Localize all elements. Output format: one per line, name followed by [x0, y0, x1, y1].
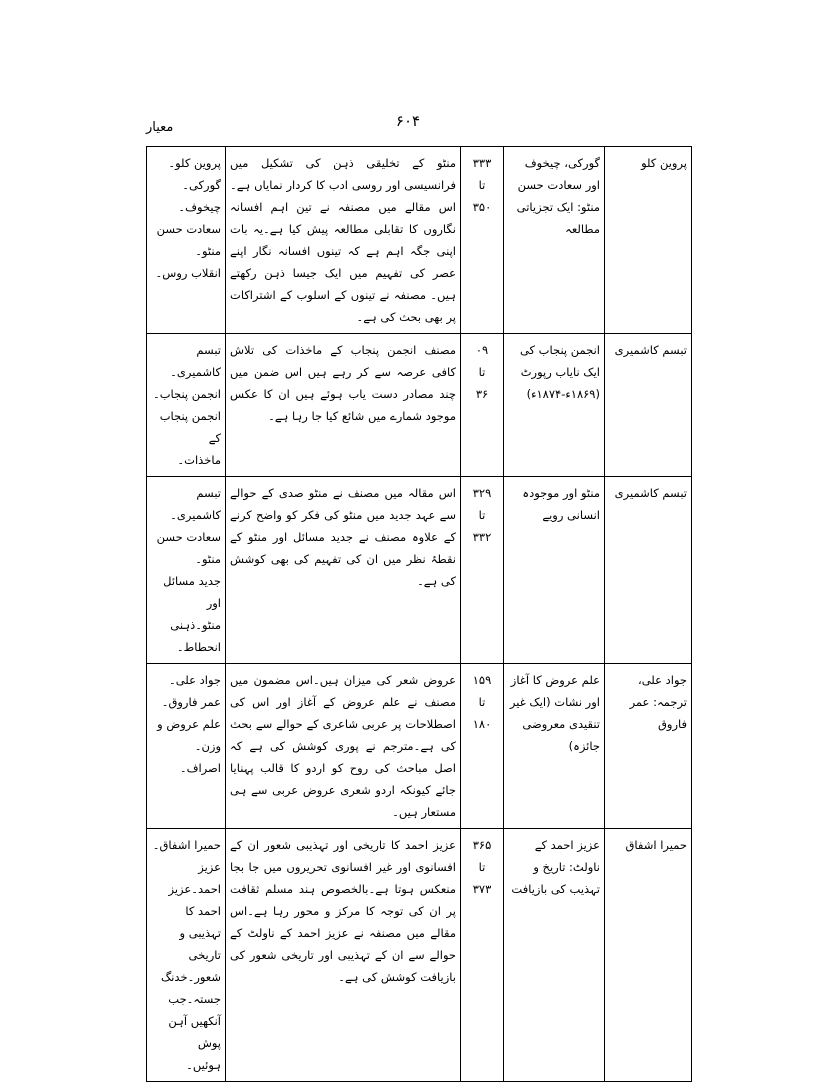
- keyword: جواد علی۔: [168, 673, 221, 687]
- keyword: جدید مسائل اور: [163, 574, 221, 610]
- pages-cell: [461, 477, 504, 664]
- journal-name: معیار: [146, 120, 174, 135]
- keyword: تہذیبی و تاریخی: [179, 926, 221, 962]
- keyword: انقلاب روس۔: [155, 266, 221, 280]
- pages-cell: [461, 664, 504, 829]
- author-cell: تبسم کاشمیری: [605, 477, 692, 664]
- keywords-cell: [147, 334, 226, 477]
- table-row: [147, 334, 692, 477]
- keyword: اصراف۔: [179, 761, 221, 775]
- page-to: تا: [478, 178, 486, 192]
- keyword: ماخذات۔: [177, 453, 221, 467]
- keyword: شعور۔خدنگ: [160, 970, 221, 984]
- keyword: آنکھیں آہن پوش: [168, 1014, 221, 1050]
- page-number: ۶۰۴: [395, 112, 421, 130]
- keyword: سعادت حسن منٹو۔: [156, 530, 221, 566]
- keyword: انجمن پنجاب۔: [152, 387, 221, 401]
- author-cell: حمیرا اشفاق: [605, 829, 692, 1082]
- author-cell: تبسم کاشمیری: [605, 334, 692, 477]
- pages-cell: [461, 829, 504, 1082]
- keyword: تبسم کاشمیری۔: [170, 343, 221, 379]
- table-row: [147, 664, 692, 829]
- keyword: منٹو۔ذہنی: [170, 618, 221, 632]
- page-end: ۳۷۳: [472, 882, 492, 896]
- summary-cell: منٹو کے تخلیقی ذہن کی تشکیل میں فرانسیسی اور روسی ادب کا کردار نمایاں ہے۔اس مقالے میں مصنفہ نے تین اہم افسانہ نگاروں کا تقابلی مطالعہ پیش کیا ہے۔یہ بات اپنی جگہ اہم ہے کہ تینوں افسانہ نگار اپنے عصر کی تفہیم میں ایک جیسا ذہن رکھتے ہیں۔ مصنفہ نے تینوں کے اسلوب کے اشتراکات پر بھی بحث کی ہے۔: [226, 147, 461, 334]
- page-end: ۳۶: [475, 387, 489, 401]
- keyword: انحطاط۔: [176, 640, 221, 654]
- keyword: گورکی۔چیخوف۔: [178, 178, 221, 214]
- summary-cell: عروض شعر کی میزان ہیں۔اس مضمون میں مصنف نے علم عروض کے آغاز اور اس کی اصطلاحات پر عربی شاعری کے حوالے سے بحث کی ہے۔مترجم نے پوری کوشش کی ہے کہ اصل مباحث کی روح کو اردو کا قالب پہنایا جائے کیونکہ اردو شعری عروض عربی سے ہی مستعار ہیں۔: [226, 664, 461, 829]
- page-end: ۱۸۰: [472, 717, 492, 731]
- pages-cell: [461, 334, 504, 477]
- page-end: ۳۵۰: [472, 200, 492, 214]
- keyword: حمیرا اشفاق۔عزیز: [152, 838, 221, 874]
- page-to: تا: [478, 508, 486, 522]
- title-cell: منٹو اور موجودہ انسانی رویے: [504, 477, 605, 664]
- title-cell: عزیز احمد کے ناولٹ: تاریخ و تہذیب کی بازیافت: [504, 829, 605, 1082]
- page-to: تا: [478, 695, 486, 709]
- summary-cell: اس مقالہ میں مصنف نے منٹو صدی کے حوالے سے عہد جدید میں منٹو کی فکر کو واضح کرنے کے علاوہ مصنف نے جدید مسائل اور منٹو کے نقطۂ نظر میں ان کی تفہیم کی بھی کوشش کی ہے۔: [226, 477, 461, 664]
- keywords-cell: [147, 147, 226, 334]
- summary-cell: عزیز احمد کا تاریخی اور تہذیبی شعور ان کے افسانوی اور غیر افسانوی تحریروں میں جا بجا منعکس ہوتا ہے۔بالخصوص ہند مسلم ثقافت پر ان کی توجہ کا مرکز و محور رہا ہے۔اس مقالے میں مصنفہ نے عزیز احمد کے ناولٹ کے حوالے سے ان کے تہذیبی اور تاریخی شعور کی بازیافت کوشش کی ہے۔: [226, 829, 461, 1082]
- keyword: تبسم کاشمیری۔: [170, 486, 221, 522]
- table-row: [147, 829, 692, 1082]
- keyword: علم عروض و وزن۔: [157, 717, 221, 753]
- keywords-cell: [147, 477, 226, 664]
- page-to: تا: [478, 860, 486, 874]
- keyword: ہوئیں۔: [186, 1058, 221, 1072]
- keyword: پروین کلو۔: [168, 156, 221, 170]
- title-cell: انجمن پنجاب کی ایک نایاب رپورٹ (۱۸۶۹ء-۱۸۷۴ء): [504, 334, 605, 477]
- keyword: احمد۔عزیز احمد کا: [168, 882, 221, 918]
- keyword: سعادت حسن منٹو۔: [156, 222, 221, 258]
- author-cell: پروین کلو: [605, 147, 692, 334]
- table-row: [147, 477, 692, 664]
- page-start: ۱۵۹: [472, 673, 492, 687]
- page-start: ۳۳۳: [472, 156, 492, 170]
- author-cell: جواد علی، ترجمہ: عمر فاروق: [605, 664, 692, 829]
- table-row: [147, 147, 692, 334]
- keyword: جستہ۔جب: [168, 992, 221, 1006]
- index-table: [146, 146, 692, 1082]
- page-start: ۳۶۵: [472, 838, 492, 852]
- page-start: ۰۹: [475, 343, 489, 357]
- pages-cell: [461, 147, 504, 334]
- keyword: عمر فاروق۔: [161, 695, 221, 709]
- title-cell: گورکی، چیخوف اور سعادت حسن منٹو: ایک تجزیاتی مطالعہ: [504, 147, 605, 334]
- keyword: انجمن پنجاب کے: [159, 409, 221, 445]
- keywords-cell: [147, 829, 226, 1082]
- page-start: ۳۲۹: [472, 486, 492, 500]
- summary-cell: مصنف انجمن پنجاب کے ماخذات کی تلاش کافی عرصہ سے کر رہے ہیں اس ضمن میں چند مصادر دست یاب ہوئے ہیں ان کا عکس موجود شمارے میں شائع کیا جا رہا ہے۔: [226, 334, 461, 477]
- page-to: تا: [478, 365, 486, 379]
- keywords-cell: [147, 664, 226, 829]
- title-cell: علم عروض کا آغاز اور نشات (ایک غیر تنقیدی معروضی جائزہ): [504, 664, 605, 829]
- page-end: ۳۳۲: [472, 530, 492, 544]
